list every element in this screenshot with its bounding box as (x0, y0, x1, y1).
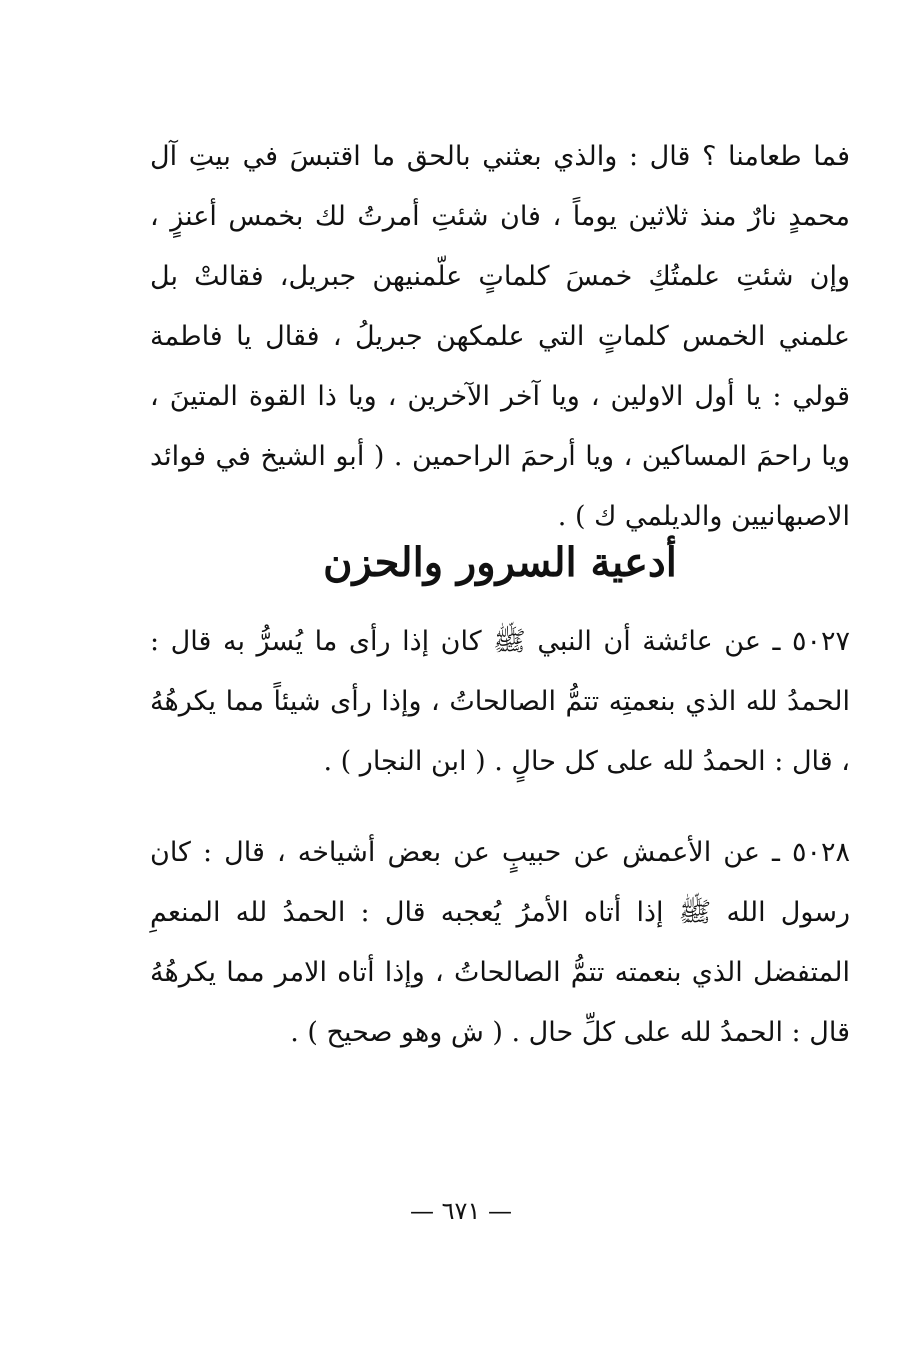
section-heading: أدعية السرور والحزن (323, 539, 677, 586)
paragraph-intro: فما طعامنا ؟ قال : والذي بعثني بالحق ما اقتبسَ في بيتِ آل محمدٍ نارٌ منذ ثلاثين يوماً ، فان شئتِ أمرتُ لك بخمس أعنزٍ ، وإن شئتِ علمتُكِ خمسَ كلماتٍ علّمنيهن جبريل، فقالتْ بل علمني الخمس كلماتٍ التي علمكهن جبريلُ ، فقال يا فاطمة قولي : يا أول الاولين ، ويا آخر الآخرين ، ويا ذا القوة المتينَ ، ويا راحمَ المساكين ، ويا أرحمَ الراحمين . ( أبو الشيخ في فوائد الاصبهانيين والديلمي ك ) . (150, 141, 850, 532)
hadith-5028: ٥٠٢٨ ـ عن الأعمش عن حبيبٍ عن بعض أشياخه ، قال : كان رسول الله ﷺ إذا أتاه الأمرُ يُعجبه قال : الحمدُ لله المنعمِ المتفضل الذي بنعمته تتمُّ الصالحاتُ ، وإذا أتاه الامر مما يكرهُهُ قال : الحمدُ لله على كلِّ حال . ( ش وهو صحيح ) . (150, 837, 850, 1048)
page-number: — ٦٧١ — (410, 1197, 512, 1225)
hadith-5027: ٥٠٢٧ ـ عن عائشة أن النبي ﷺ كان إذا رأى ما يُسرُّ به قال : الحمدُ لله الذي بنعمتِه تتمُّ الصالحاتُ ، وإذا رأى شيئاً مما يكرهُهُ ، قال : الحمدُ لله على كل حالٍ . ( ابن النجار ) . (150, 626, 850, 777)
